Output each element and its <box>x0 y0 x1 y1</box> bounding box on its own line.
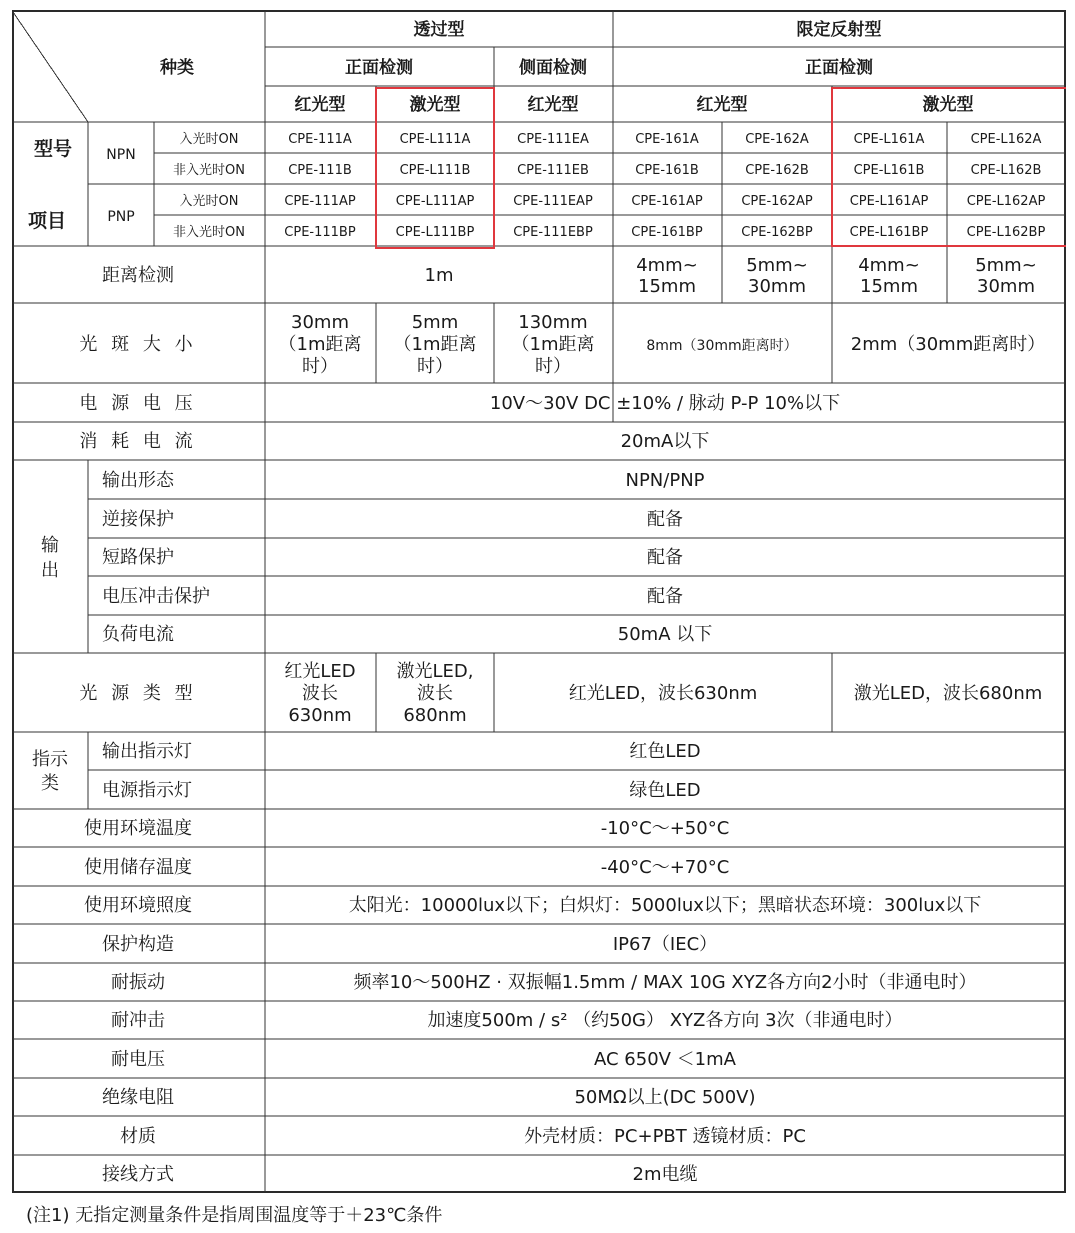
spec-row-value: 太阳光：10000lux以下；白炽灯：5000lux以下；黑暗状态环境：300lux以下 <box>348 895 982 916</box>
model-number-cell: CPE-161B <box>635 163 699 178</box>
model-number-cell: CPE-162AP <box>741 194 813 209</box>
model-number-cell: CPE-L161AP <box>849 194 929 209</box>
distance-l161-line2: 15mm <box>860 276 918 297</box>
spec-row-label: 材质 <box>120 1126 156 1147</box>
spot-red-line2: （1m距离 <box>278 334 362 355</box>
output-row-value: 配备 <box>647 509 683 530</box>
model-number-grid <box>284 132 1045 240</box>
spec-row-value: 50MΩ以上(DC 500V) <box>574 1087 756 1108</box>
light-red-line1: 红光LED <box>284 661 356 682</box>
model-number-cell: CPE-L111BP <box>395 225 475 240</box>
light-laser-reflect: 激光LED，波长680nm <box>853 683 1043 704</box>
distance-l162-line2: 30mm <box>977 276 1035 297</box>
model-number-cell: CPE-L161BP <box>849 225 929 240</box>
power-voltage-label: 电 源 电 压 <box>79 393 197 414</box>
npn-label: NPN <box>106 147 136 163</box>
dark-on-label-pnp: 非入光时ON <box>173 225 245 240</box>
spot-laser-line3: 时） <box>417 356 453 377</box>
laser-type-heading: 激光型 <box>409 95 461 115</box>
output-row-label: 负荷电流 <box>102 624 174 645</box>
distance-l162-line1: 5mm~ <box>975 255 1037 276</box>
distance-r161-line1: 4mm~ <box>636 255 698 276</box>
model-number-cell: CPE-L162A <box>970 132 1042 147</box>
output-row-value: 配备 <box>647 586 683 607</box>
model-number-cell: CPE-111BP <box>284 225 356 240</box>
spot-laser-reflect: 2mm（30mm距离时） <box>850 334 1046 355</box>
model-number-cell: CPE-111EAP <box>513 194 593 209</box>
spec-row-label: 耐电压 <box>111 1049 165 1070</box>
indicator-row-label: 输出指示灯 <box>102 741 192 762</box>
light-source-label: 光 源 类 型 <box>79 683 197 704</box>
spot-side-line3: 时） <box>535 356 571 377</box>
limited-reflective-heading: 限定反射型 <box>796 20 882 40</box>
model-number-cell: CPE-L162B <box>970 163 1042 178</box>
output-group-line1: 输 <box>41 535 59 556</box>
model-number-cell: CPE-L111AP <box>395 194 475 209</box>
indicator-rows <box>102 741 701 801</box>
front-detect-reflect-heading: 正面检测 <box>805 58 873 78</box>
spec-row-value: 2m电缆 <box>632 1164 698 1185</box>
output-rows <box>102 470 712 645</box>
light-laser-line1: 激光LED, <box>396 661 474 682</box>
spec-table <box>12 10 1066 1193</box>
light-on-label-pnp: 入光时ON <box>179 194 239 209</box>
current-value: 20mA以下 <box>620 431 710 452</box>
power-voltage-value: 10V～30V DC ±10% / 脉动 P-P 10%以下 <box>489 393 841 414</box>
light-on-label: 入光时ON <box>179 132 239 147</box>
model-number-cell: CPE-L161B <box>853 163 925 178</box>
spec-row-label: 保护构造 <box>102 934 174 955</box>
spec-row-value: AC 650V ＜1mA <box>594 1049 736 1070</box>
model-number-cell: CPE-L161A <box>853 132 925 147</box>
model-number-cell: CPE-111A <box>288 132 352 147</box>
spot-red-line1: 30mm <box>291 312 349 333</box>
model-number-cell: CPE-L162BP <box>966 225 1046 240</box>
front-detect-heading: 正面检测 <box>345 58 413 78</box>
output-row-value: 50mA 以下 <box>617 624 713 645</box>
indicator-group-line1: 指示 <box>32 749 68 770</box>
indicator-row-value: 绿色LED <box>629 780 701 801</box>
light-laser-line2: 波长 <box>417 683 453 704</box>
distance-l161-line1: 4mm~ <box>858 255 920 276</box>
model-label: 型号 <box>33 138 73 160</box>
spec-row-label: 使用环境照度 <box>84 895 192 916</box>
model-number-cell: CPE-111EB <box>517 163 589 178</box>
pnp-label: PNP <box>107 209 135 225</box>
indicator-row-value: 红色LED <box>629 741 701 762</box>
output-row-label: 输出形态 <box>102 470 174 491</box>
kind-label: 种类 <box>160 58 194 78</box>
red-type-reflect-heading: 红光型 <box>696 95 748 115</box>
model-number-cell: CPE-161BP <box>631 225 703 240</box>
output-group-line2: 出 <box>41 560 59 581</box>
side-detect-heading: 侧面检测 <box>519 58 587 78</box>
spec-row-label: 耐振动 <box>111 972 165 993</box>
model-number-cell: CPE-161A <box>635 132 699 147</box>
output-row-value: 配备 <box>647 547 683 568</box>
spec-row-value: IP67（IEC） <box>612 934 718 955</box>
current-label: 消 耗 电 流 <box>79 431 197 452</box>
model-number-cell: CPE-162B <box>745 163 809 178</box>
light-red-line3: 630nm <box>288 705 352 726</box>
footnote: (注1) 无指定测量条件是指周围温度等于＋23℃条件 <box>26 1205 443 1226</box>
model-number-cell: CPE-162A <box>745 132 809 147</box>
model-number-cell: CPE-161AP <box>631 194 703 209</box>
through-beam-heading: 透过型 <box>413 20 465 40</box>
output-row-label: 短路保护 <box>102 547 174 568</box>
model-number-cell: CPE-162BP <box>741 225 813 240</box>
spot-laser-line1: 5mm <box>411 312 459 333</box>
output-row-label: 电压冲击保护 <box>102 586 210 607</box>
dark-on-label: 非入光时ON <box>173 163 245 178</box>
output-row-value: NPN/PNP <box>625 470 705 491</box>
distance-r162-line1: 5mm~ <box>746 255 808 276</box>
spot-side-line2: （1m距离 <box>511 334 595 355</box>
model-number-cell: CPE-111EBP <box>513 225 593 240</box>
spec-row-label: 使用环境温度 <box>84 818 192 839</box>
light-red-line2: 波长 <box>302 683 338 704</box>
red-type-heading: 红光型 <box>294 95 346 115</box>
distance-r162-line2: 30mm <box>748 276 806 297</box>
distance-r161-line2: 15mm <box>638 276 696 297</box>
red-type-side-heading: 红光型 <box>527 95 579 115</box>
model-number-cell: CPE-111AP <box>284 194 356 209</box>
spec-row-value: -10°C～+50°C <box>600 818 730 839</box>
spot-red-line3: 时） <box>302 356 338 377</box>
spot-label: 光 斑 大 小 <box>79 334 197 355</box>
spec-row-label: 接线方式 <box>102 1164 174 1185</box>
spot-side-line1: 130mm <box>518 312 588 333</box>
model-number-cell: CPE-L162AP <box>966 194 1046 209</box>
indicator-group-line2: 类 <box>41 773 59 794</box>
output-row-label: 逆接保护 <box>102 509 174 530</box>
model-number-cell: CPE-L111B <box>399 163 471 178</box>
spec-row-label: 使用储存温度 <box>84 857 192 878</box>
spec-row-label: 绝缘电阻 <box>102 1087 174 1108</box>
spot-red-reflect: 8mm（30mm距离时） <box>646 338 798 354</box>
light-red-reflect: 红光LED，波长630nm <box>568 683 758 704</box>
model-number-cell: CPE-L111A <box>399 132 471 147</box>
spot-laser-line2: （1m距离 <box>393 334 477 355</box>
spec-row-value: 频率10～500HZ · 双振幅1.5mm / MAX 10G XYZ各方向2小时（非通电时） <box>353 972 977 993</box>
model-number-cell: CPE-111EA <box>517 132 589 147</box>
spec-row-value: 外壳材质：PC+PBT 透镜材质：PC <box>524 1126 806 1147</box>
item-label: 项目 <box>27 210 67 232</box>
distance-through-value: 1m <box>424 265 454 286</box>
spec-row-value: 加速度500m / s² （约50G） XYZ各方向 3次（非通电时） <box>427 1010 903 1031</box>
spec-row-value: -40°C～+70°C <box>600 857 730 878</box>
light-laser-line3: 680nm <box>403 705 467 726</box>
distance-label: 距离检测 <box>102 265 174 286</box>
model-number-cell: CPE-111B <box>288 163 352 178</box>
spec-row-label: 耐冲击 <box>111 1010 165 1031</box>
laser-type-reflect-heading: 激光型 <box>922 95 974 115</box>
indicator-row-label: 电源指示灯 <box>102 780 192 801</box>
